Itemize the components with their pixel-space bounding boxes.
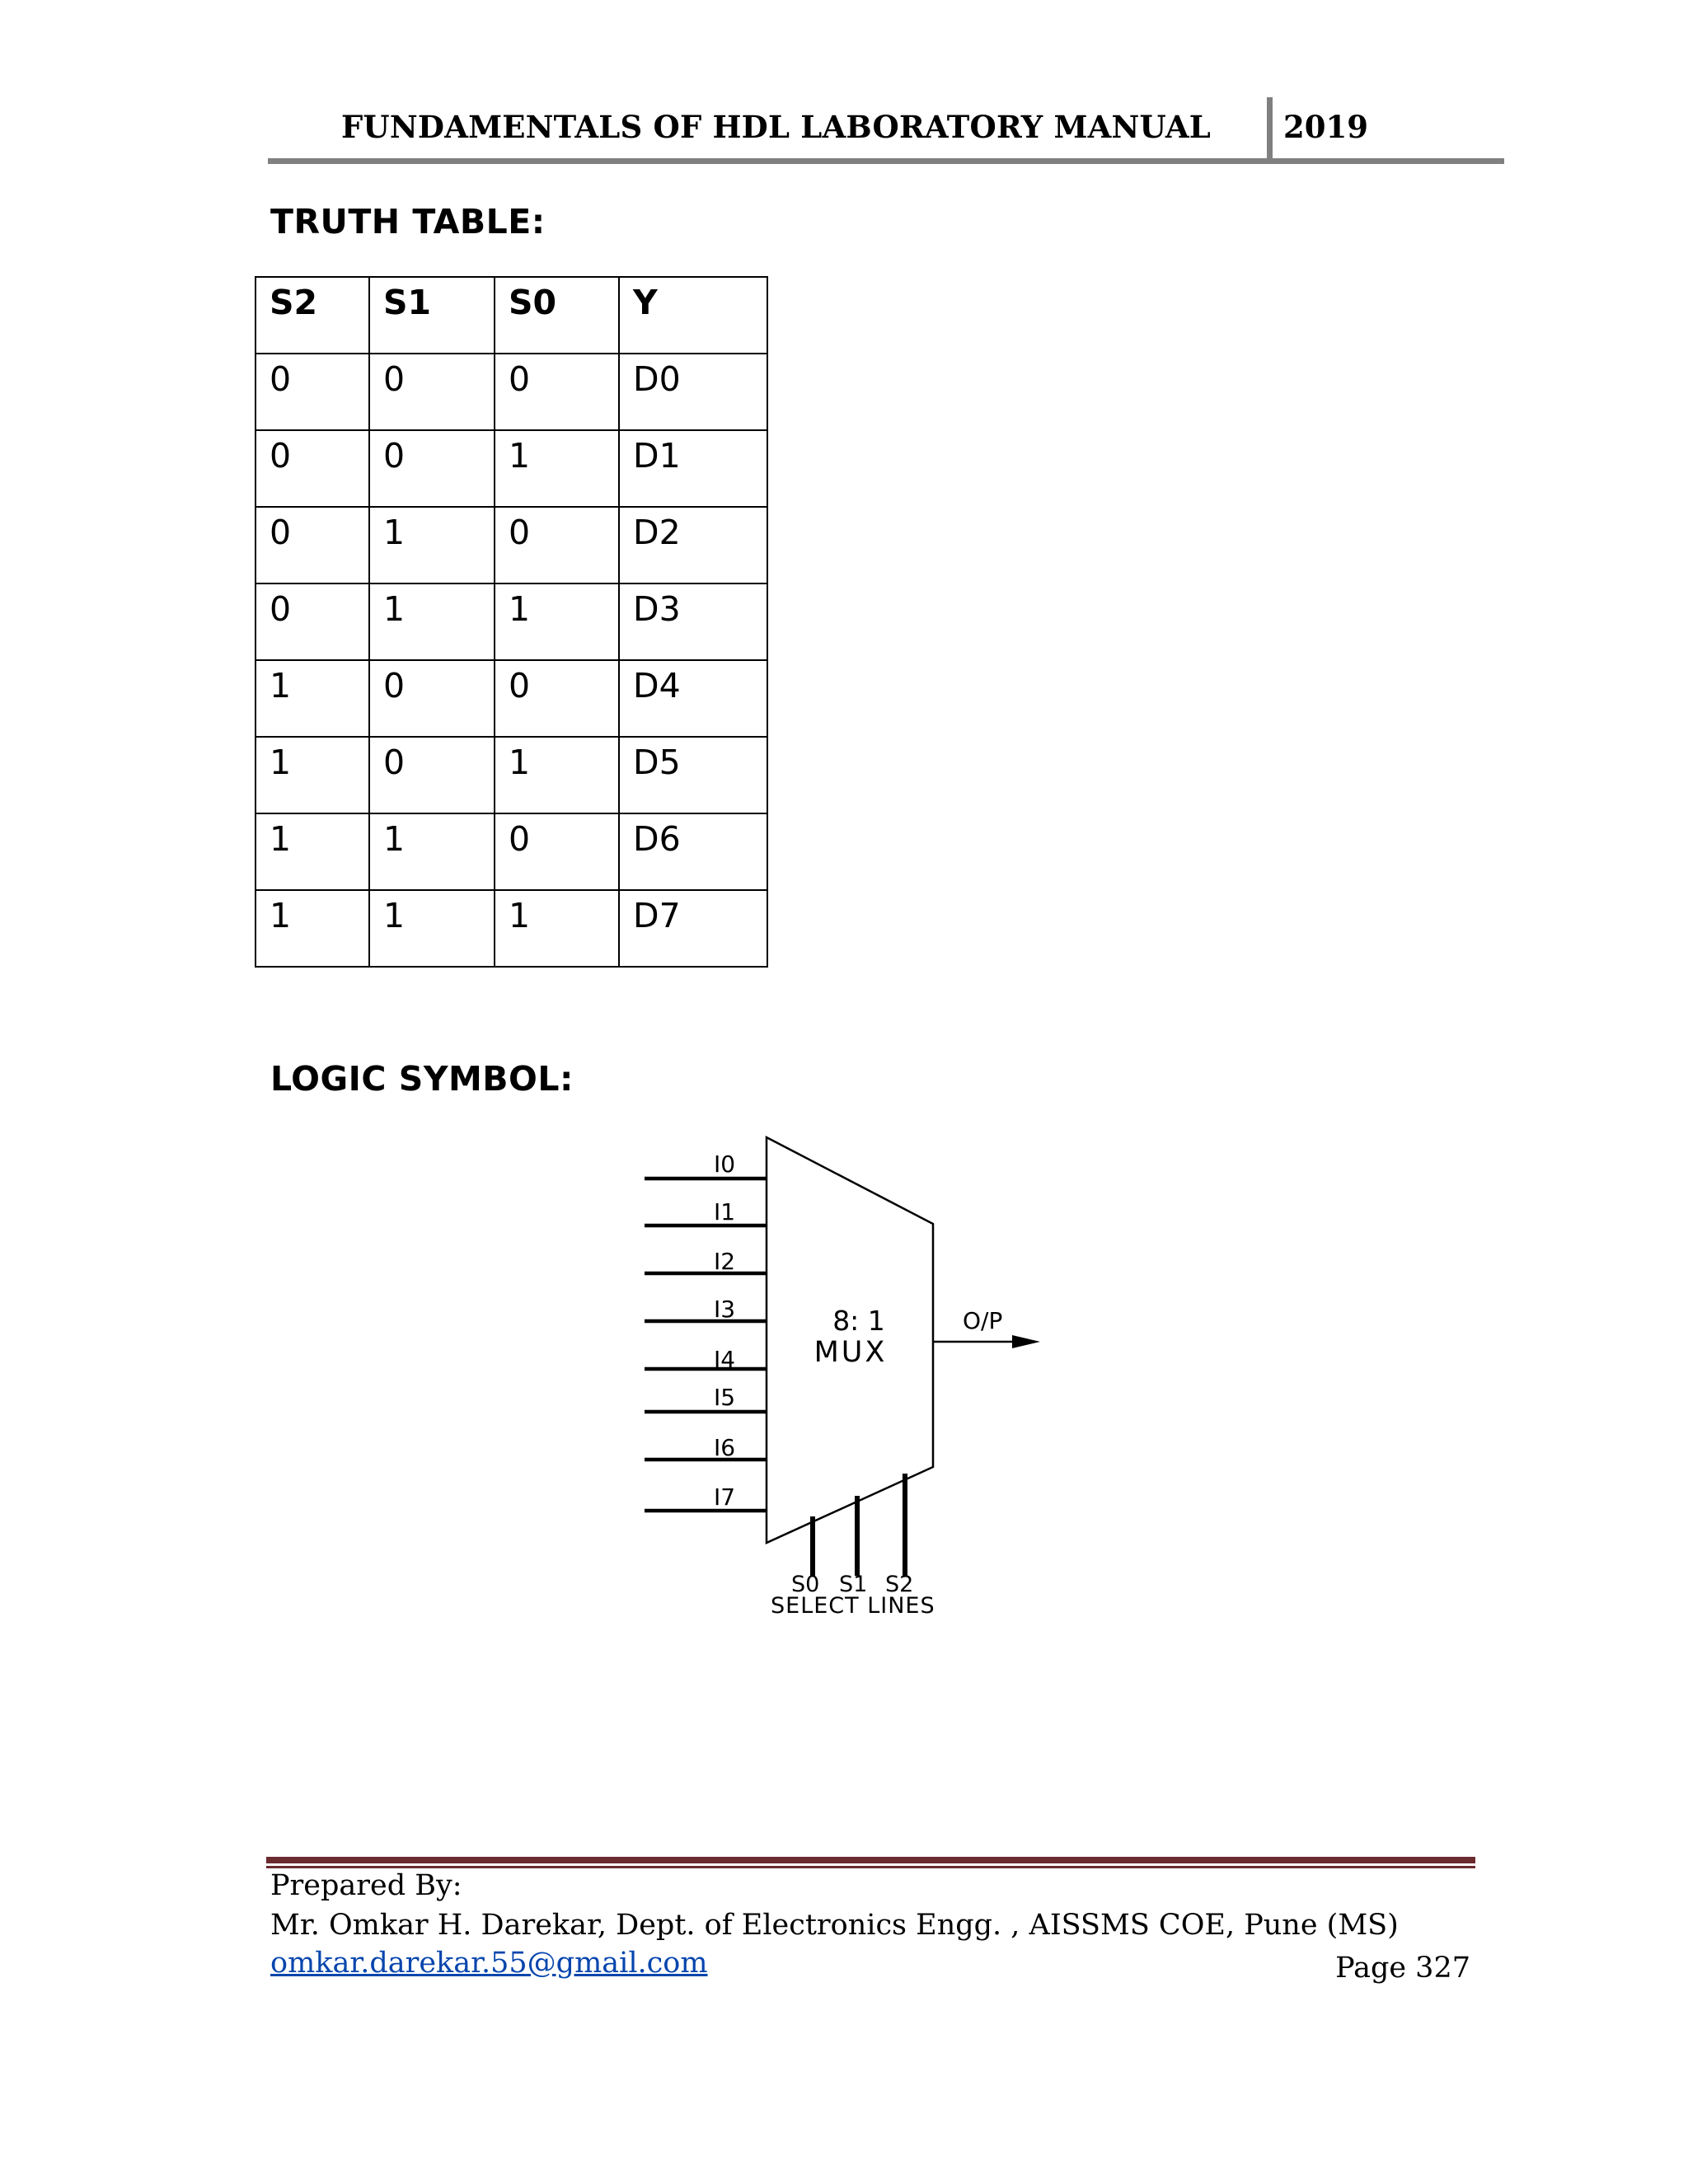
cell: 0: [495, 660, 619, 737]
output-label: O/P: [963, 1307, 1003, 1334]
cell: 1: [369, 507, 495, 583]
manual-title: FUNDAMENTALS OF HDL LABORATORY MANUAL: [340, 109, 1211, 145]
select-label-s0: S0: [791, 1572, 820, 1597]
select-lines-caption: SELECT LINES: [771, 1593, 935, 1619]
select-label-s2: S2: [885, 1572, 914, 1597]
cell: D0: [619, 354, 767, 430]
cell: 1: [495, 430, 619, 507]
cell: 1: [256, 660, 369, 737]
footer-rule: [266, 1857, 1475, 1863]
col-header-s0: S0: [495, 277, 619, 354]
cell: 0: [256, 430, 369, 507]
input-label-i1: I1: [714, 1198, 736, 1226]
input-label-i2: I2: [714, 1248, 736, 1275]
cell: 0: [369, 737, 495, 813]
cell: 0: [369, 430, 495, 507]
input-label-i6: I6: [714, 1434, 736, 1461]
input-lines: [645, 1179, 767, 1511]
cell: D5: [619, 737, 767, 813]
cell: 1: [495, 583, 619, 660]
input-label-i7: I7: [714, 1483, 736, 1511]
select-lines: [813, 1474, 905, 1576]
author-email-link[interactable]: omkar.darekar.55@gmail.com: [270, 1947, 708, 1980]
cell: D2: [619, 507, 767, 583]
cell: 1: [369, 813, 495, 890]
logic-symbol-heading: LOGIC SYMBOL:: [270, 1059, 574, 1099]
col-header-s1: S1: [369, 277, 495, 354]
col-header-y: Y: [619, 277, 767, 354]
author-line: Mr. Omkar H. Darekar, Dept. of Electronics Engg. , AISSMS COE, Pune (MS): [270, 1909, 1399, 1942]
col-header-s2: S2: [256, 277, 369, 354]
manual-year: 2019: [1283, 109, 1368, 145]
cell: 1: [495, 737, 619, 813]
cell: 1: [256, 737, 369, 813]
cell: 0: [256, 583, 369, 660]
cell: 0: [369, 660, 495, 737]
footer-rule-thin: [266, 1866, 1475, 1868]
output-arrow-icon: [1012, 1335, 1040, 1348]
select-label-s1: S1: [839, 1572, 868, 1597]
truth-table-heading: TRUTH TABLE:: [270, 202, 546, 241]
mux-name-label: MUX: [814, 1336, 888, 1369]
cell: 0: [256, 507, 369, 583]
prepared-by-label: Prepared By:: [270, 1869, 462, 1902]
input-label-i5: I5: [714, 1384, 736, 1411]
cell: 0: [495, 813, 619, 890]
cell: 1: [369, 583, 495, 660]
cell: 1: [256, 890, 369, 967]
cell: 1: [495, 890, 619, 967]
input-label-i3: I3: [714, 1296, 736, 1323]
cell: 0: [256, 354, 369, 430]
input-label-i0: I0: [714, 1151, 736, 1178]
cell: 0: [495, 354, 619, 430]
page-number: Page 327: [1335, 1952, 1470, 1985]
cell: 0: [369, 354, 495, 430]
cell: 1: [256, 813, 369, 890]
cell: 1: [369, 890, 495, 967]
cell: D1: [619, 430, 767, 507]
cell: D6: [619, 813, 767, 890]
input-label-i4: I4: [714, 1346, 736, 1373]
mux-ratio-label: 8: 1: [832, 1305, 885, 1337]
cell: D7: [619, 890, 767, 967]
cell: D4: [619, 660, 767, 737]
cell: 0: [495, 507, 619, 583]
cell: D3: [619, 583, 767, 660]
